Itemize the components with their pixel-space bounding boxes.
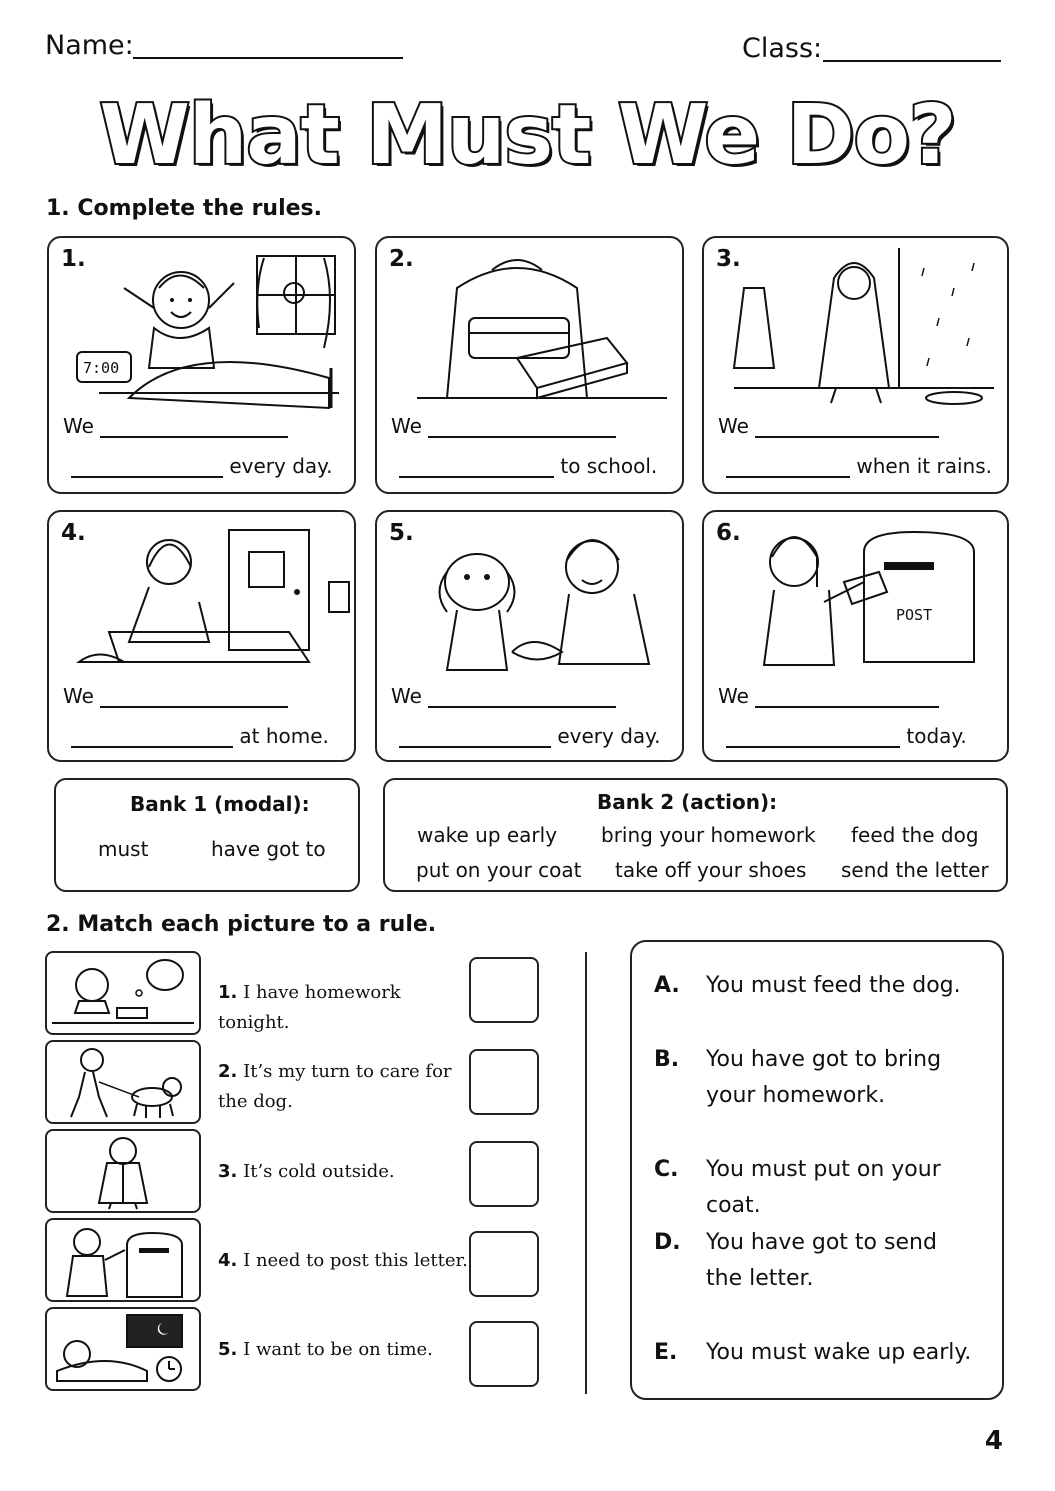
answer-blank-1[interactable]: [100, 706, 288, 708]
match-answer-box-4[interactable]: [469, 1231, 539, 1297]
class-label: Class:: [742, 33, 823, 64]
match-picture-5: [45, 1307, 201, 1391]
post-label: POST: [896, 606, 933, 624]
rule-suffix: at home.: [239, 724, 329, 748]
feeding-dog-icon: [397, 522, 677, 682]
rule-card-1: [47, 236, 356, 494]
rule-suffix: every day.: [229, 454, 333, 478]
rule-suffix: every day.: [557, 724, 661, 748]
match-text-3: 3. It’s cold outside.: [218, 1161, 395, 1182]
answer-blank-1[interactable]: [755, 436, 939, 438]
match-answer-box-2[interactable]: [469, 1049, 539, 1115]
match-answer-box-1[interactable]: [469, 957, 539, 1023]
answer-blank-2[interactable]: [71, 746, 233, 748]
answer-blank-1[interactable]: [428, 436, 616, 438]
shoes-off-girl-icon: [69, 522, 349, 682]
match-picture-4: [45, 1218, 201, 1302]
rule-suffix: when it rains.: [856, 454, 992, 478]
rule-card-6: [702, 510, 1009, 762]
page-title: What Must We Do?: [99, 88, 956, 183]
posting-letter-icon: [724, 522, 1004, 682]
card-number: 4.: [61, 520, 86, 546]
answer-blank-1[interactable]: [428, 706, 616, 708]
we-label: We: [391, 684, 422, 708]
answer-blank-2[interactable]: [399, 746, 551, 748]
answer-blank-1[interactable]: [755, 706, 939, 708]
bank-1-title: Bank 1 (modal):: [130, 792, 310, 816]
we-label: We: [718, 684, 749, 708]
card-number: 6.: [716, 520, 741, 546]
backpack-book-icon: [397, 248, 677, 413]
name-field[interactable]: [133, 57, 403, 59]
rule-suffix: to school.: [560, 454, 658, 478]
column-divider: [585, 952, 587, 1394]
match-picture-3: [45, 1129, 201, 1213]
answer-blank-2[interactable]: [71, 476, 223, 478]
bank-word: send the letter: [841, 858, 989, 882]
page-number: 4: [984, 1426, 1003, 1456]
card-number: 5.: [389, 520, 414, 546]
options-box: A. You must feed the dog. B. You have got to bring your homework. C. You must put on your coat. D. You have got to send the letter. E. You must wake up early.: [630, 940, 1004, 1400]
bank-word: put on your coat: [416, 858, 582, 882]
answer-blank-1[interactable]: [100, 436, 288, 438]
name-label: Name:: [45, 30, 134, 61]
rule-card-5: [375, 510, 684, 762]
rule-card-2: [375, 236, 684, 494]
match-answer-box-5[interactable]: [469, 1321, 539, 1387]
bank-word: feed the dog: [851, 823, 979, 847]
match-text-1: 1. I have homework tonight.: [218, 982, 401, 1033]
class-field[interactable]: [823, 60, 1001, 62]
answer-blank-2[interactable]: [726, 476, 850, 478]
bank-2: [383, 778, 1008, 892]
we-label: We: [63, 684, 94, 708]
rule-card-3: [702, 236, 1009, 494]
walking-dog-icon: [47, 1042, 199, 1122]
match-answer-box-3[interactable]: [469, 1141, 539, 1207]
homework-thinking-icon: [47, 953, 199, 1033]
card-number: 1.: [61, 246, 86, 272]
match-text-2: 2. It’s my turn to care for the dog.: [218, 1061, 452, 1112]
mailbox-icon: [47, 1220, 199, 1300]
card-number: 2.: [389, 246, 414, 272]
rule-suffix: today.: [906, 724, 967, 748]
answer-blank-2[interactable]: [399, 476, 554, 478]
bank-word: wake up early: [417, 823, 558, 847]
we-label: We: [391, 414, 422, 438]
rain-coat-child-icon: [724, 248, 1004, 413]
coat-child-icon: [47, 1131, 199, 1211]
we-label: We: [718, 414, 749, 438]
bank-2-title: Bank 2 (action):: [597, 790, 778, 814]
bank-1: [54, 778, 360, 892]
bank-word: take off your shoes: [615, 858, 807, 882]
bank-word: must: [98, 837, 149, 861]
section2-heading: 2. Match each picture to a rule.: [46, 912, 437, 937]
match-picture-2: [45, 1040, 201, 1124]
we-label: We: [63, 414, 94, 438]
card-number: 3.: [716, 246, 741, 272]
match-picture-1: [45, 951, 201, 1035]
sleeping-alarm-icon: [47, 1309, 199, 1389]
section1-heading: 1. Complete the rules.: [46, 196, 322, 221]
answer-blank-2[interactable]: [726, 746, 900, 748]
rule-card-4: [47, 510, 356, 762]
waking-up-child-icon: [69, 248, 349, 413]
match-text-4: 4. I need to post this letter.: [218, 1250, 468, 1271]
bank-word: have got to: [211, 837, 326, 861]
match-text-5: 5. I want to be on time.: [218, 1339, 433, 1360]
bank-word: bring your homework: [601, 823, 816, 847]
clock-text: 7:00: [83, 359, 120, 377]
